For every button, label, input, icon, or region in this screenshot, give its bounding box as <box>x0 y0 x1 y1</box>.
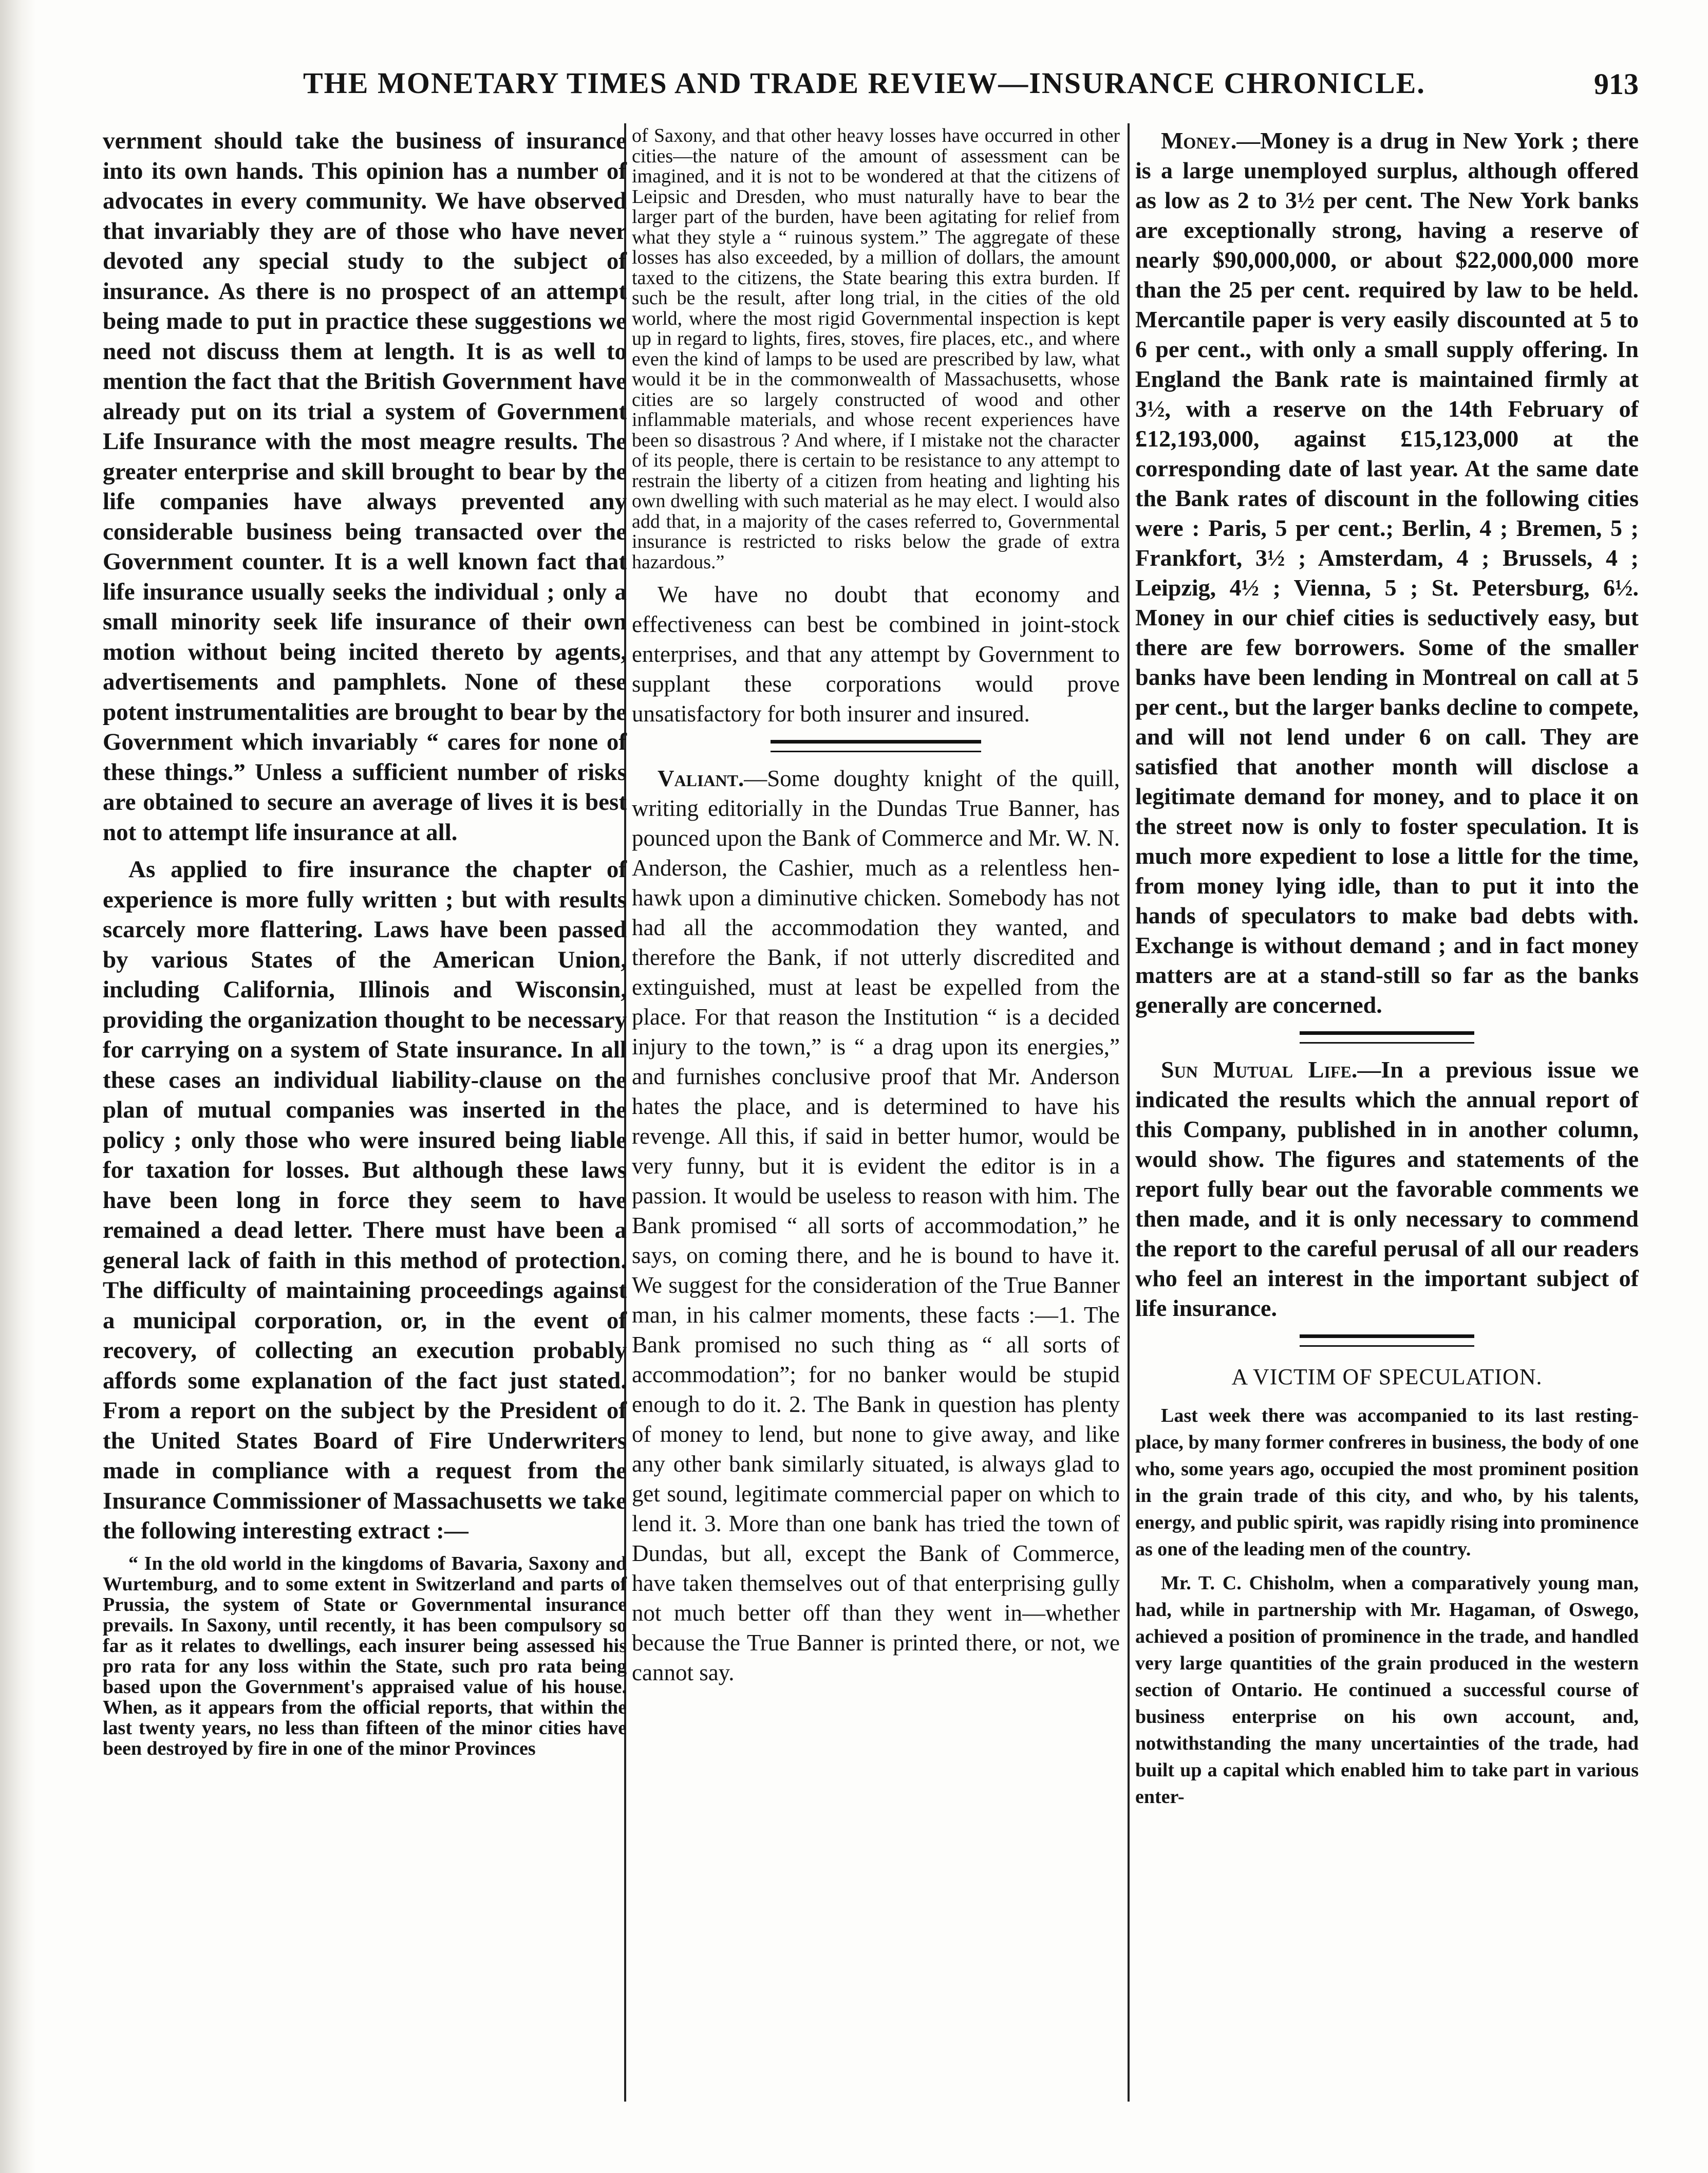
column-rule-2 <box>1128 123 1130 2102</box>
section-heading: Money. <box>1161 127 1237 154</box>
section-heading: Sun Mutual Life. <box>1161 1056 1358 1083</box>
running-title: THE MONETARY TIMES AND TRADE REVIEW—INSURANCE CHRONICLE. <box>303 66 1425 100</box>
article-paragraph: Mr. T. C. Chisholm, when a comparatively young man, had, while in partnership with Mr. Hagaman, of Oswego, achieved a position of prominence in the trade, and handled very large quantities of the grain produced in the western section of Ontario. He continued a successful course of business enterprise on his own account, and, notwithstanding the many uncertainties of the trade, had built up a capital which enabled him to take part in various enter- <box>1135 1572 1639 1808</box>
quoted-extract-continued: of Saxony, and that other heavy losses have occurred in other cities—the nature of the amount of assessment can be imagined, and it is not to be wondered at that the citizens of Leipsic and Dresden, who must naturally have to bear the larger part of the burden, have been agitating for relief from what they style a “ ruinous system.” The aggregate of these losses has also exceeded, by a million of dollars, the amount taxed to the citizens, the State bearing this extra burden. If such be the result, after long trial, in the cities of the old world, where the most rigid Governmental inspection is kept up in regard to lights, fires, stoves, fire places, etc., and where even the kind of lamps to be used are prescribed by law, what would it be in the commonwealth of Massachusetts, whose cities are so largely constructed of wood and other inflammable materials, and whose recent experiences have been so disastrous ? And where, if I mistake not the character of its people, there is certain to be resistance to any attempt to restrain the liberty of a citizen from heating and lighting his own dwelling with such material as he may elect. I would also add that, in a majority of the cases referred to, Governmental insurance is restricted to risks below the grade of extra hazardous.” <box>632 125 1120 573</box>
sun-mutual-paragraph <box>1135 1055 1639 1323</box>
column-2 <box>632 126 1120 1695</box>
column-3 <box>1135 126 1639 1817</box>
section-separator <box>1300 1334 1474 1347</box>
article-paragraph: As applied to fire insurance the chapter of experience is more fully written ; but with results scarcely more flattering. Laws have been passed by various States of the American Union, including California, Illinois and Wisconsin, providing the organization thought to be necessary for carrying on a system of State insurance. In all these cases an individual liability-clause on the plan of mutual companies was inserted in the policy ; only those who were insured being liable for taxation for losses. But although these laws have been long in force they seem to have remained a dead letter. There must have been a general lack of faith in this method of protection. The difficulty of maintaining proceedings against a municipal corporation, or, in the event of recovery, of collecting an execution probably affords some explanation of the fact just stated. From a report on the subject by the President of the United States Board of Fire Underwriters made in compliance with a request from the Insurance Commissioner of Massachusetts we take the following interesting extract :— <box>103 856 627 1544</box>
valiant-paragraph <box>632 764 1120 1687</box>
quoted-extract: “ In the old world in the kingdoms of Bavaria, Saxony and Wurtemburg, and to some extent in Switzerland and parts of Prussia, the system of State or Governmental insurance prevails. In Saxony, until recently, it has been compulsory so far as it relates to dwellings, each insurer being assessed his pro rata for any loss within the State, such pro rata being based upon the Government's appraised value of his house. When, as it appears from the official reports, that within the last twenty years, no less than fifteen of the minor cities have been destroyed by fire in one of the minor Provinces <box>103 1552 627 1759</box>
page-number: 913 <box>1594 67 1639 101</box>
section-separator <box>771 740 981 752</box>
column-1 <box>103 126 627 1766</box>
page-binding-edge <box>0 0 36 2173</box>
article-headline: A VICTIM OF SPECULATION. <box>1231 1364 1543 1389</box>
section-text: —In a previous issue we indicated the results which the annual report of this Company, published in in another column, would show. The figures and statements of the report fully bear out the favorable comments we then made, and it is only necessary to commend the report to the careful perusal of all our readers who feel an interest in the important subject of life insurance. <box>1135 1056 1639 1321</box>
article-paragraph: We have no doubt that economy and effectiveness can best be combined in joint-stock enterprises, and that any attempt by Government to supplant these corporations would prove unsatisfactory for both insurer and insured. <box>632 582 1120 727</box>
money-paragraph <box>1135 126 1639 1020</box>
article-paragraph: vernment should take the business of insurance into its own hands. This opinion has a number of advocates in every community. We have observed that invariably they are of those who have never devoted any special study to the subject of insurance. As there is no prospect of an attempt being made to put in practice these suggestions we need not discuss them at length. It is as well to mention the fact that the British Government have already put on its trial a system of Government Life Insurance with the most meagre results. The greater enterprise and skill brought to bear by the life companies have always prevented any considerable business being transacted over the Government counter. It is a well known fact that life insurance usually seeks the individual ; only a small minority seek life insurance of their own motion without being incited thereto by agents, advertisements and pamphlets. None of these potent instrumentalities are brought to bear by the Government which invariably “ cares for none of these things.” Unless a sufficient number of risks are obtained to secure an average of lives it is best not to attempt life insurance at all. <box>103 127 627 846</box>
section-text: —Money is a drug in New York ; there is a large unemployed surplus, although offered as low as 2 to 3½ per cent. The New York banks are exceptionally strong, having a reserve of nearly $90,000,000, or about $22,000,000 more than the 25 per cent. required by law to be held. Mercantile paper is very easily discounted at 5 to 6 per cent., with only a small supply offering. In England the Bank rate is maintained firmly at 3½, with a reserve on the 14th February of £12,193,000, against £15,123,000 at the corresponding date of last year. At the same date the Bank rates of discount in the following cities were : Paris, 5 per cent.; Berlin, 4 ; Bremen, 5 ; Frankfort, 3½ ; Amsterdam, 4 ; Brussels, 4 ; Leipzig, 4½ ; Vienna, 5 ; St. Petersburg, 6½. Money in our chief cities is seductively easy, but there are few borrowers. Some of the smaller banks have been lending in Montreal on call at 5 per cent., but the larger banks decline to compete, and will not lend under 6 on call. They are satisfied that another month will disclose a legitimate demand for money, and to place it on the street now is only to foster speculation. It is much more expedient to lose a little for the time, from money lying idle, than to put it into the hands of speculators to make bad debts with. Exchange is without demand ; and in fact money matters are at a stand-still so far as the banks generally are concerned. <box>1135 127 1639 1018</box>
page-header <box>77 62 1639 113</box>
section-text: —Some doughty knight of the quill, writing editorially in the Dundas True Banner, has pounced upon the Bank of Commerce and Mr. W. N. Anderson, the Cashier, much as a relentless hen-hawk upon a diminutive chicken. Somebody has not had all the accommodation they wanted, and therefore the Bank, if not utterly discredited and extinguished, must at least be expelled from the place. For that reason the Institution “ is a decided injury to the town,” is “ a drag upon its energies,” and furnishes conclusive proof that Mr. Anderson hates the place, and is determined to have his revenge. All this, if said in better humor, would be very funny, but it is evident the editor is in a passion. It would be useless to reason with him. The Bank promised “ all sorts of accommodation,” he says, on coming there, and he is bound to have it. We suggest for the consideration of the True Banner man, in his calmer moments, these facts :—1. The Bank promised no such thing as “ all sorts of accommodation”; for no banker would be stupid enough to do it. 2. The Bank in question has plenty of money to lend, but none to give away, and like any other bank similarly situated, is always glad to get sound, legitimate commercial paper on which to lend it. 3. More than one bank has tried the town of Dundas, but all, except the Bank of Commerce, have taken themselves out of that enterprising gully not much better off than they went in—whether because the True Banner is printed there, or not, we cannot say. <box>632 766 1120 1685</box>
article-paragraph: Last week there was accompanied to its last resting-place, by many former confreres in business, the body of one who, some years ago, occupied the most prominent position in the grain trade of this city, and who, by his talents, energy, and public spirit, was rapidly rising into prominence as one of the leading men of the country. <box>1135 1405 1639 1560</box>
section-heading: Valiant. <box>658 766 744 791</box>
section-separator <box>1300 1031 1474 1044</box>
